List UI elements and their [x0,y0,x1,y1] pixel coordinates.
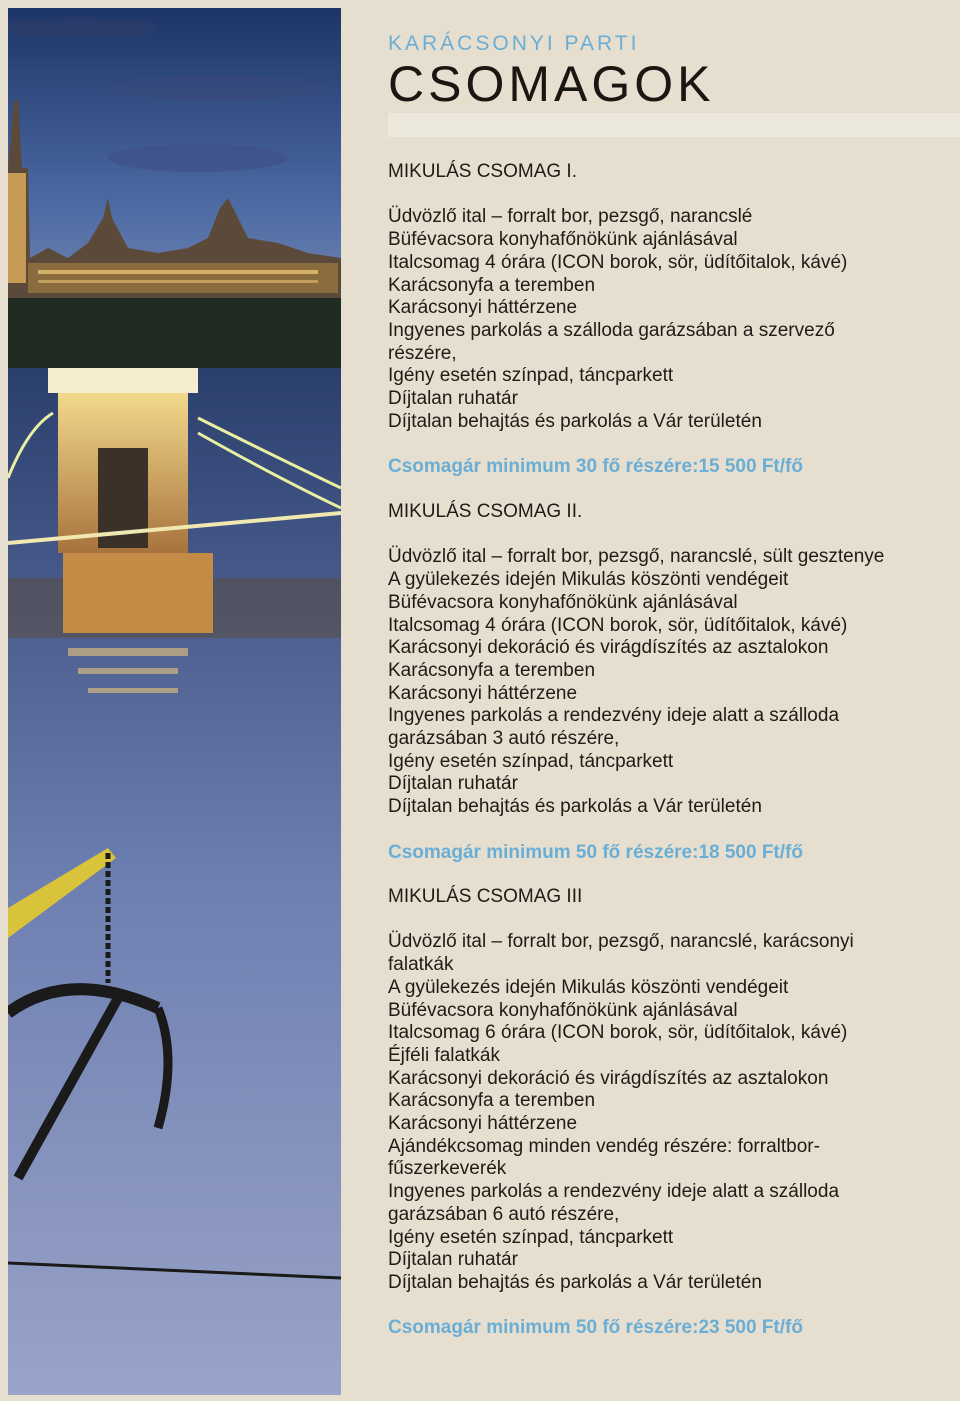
list-item: Italcsomag 6 órára (ICON borok, sör, üdítőitalok, kávé) [388,1022,848,1044]
package-items [388,931,948,1294]
package-3 [388,886,948,1340]
list-item: Ingyenes parkolás a rendezvény ideje alatt a szálloda [388,1181,840,1203]
title-divider-bar [388,113,960,137]
list-item: Karácsonyi háttérzene [388,297,578,319]
list-item: Éjféli falatkák [388,1044,500,1066]
package-price: Csomagár minimum 50 fő részére:18 500 Ft/fő [388,841,803,863]
list-item: Üdvözlő ital – forralt bor, pezsgő, narancslé [388,206,753,228]
list-item: Büfévacsora konyhafőnökünk ajánlásával [388,591,738,613]
page-pre-title: KARÁCSONYI PARTI [388,32,640,55]
list-item: Büfévacsora konyhafőnökünk ajánlásával [388,999,738,1021]
list-item: Karácsonyi háttérzene [388,1113,578,1135]
package-items [388,546,948,818]
list-item: Ingyenes parkolás a rendezvény ideje alatt a szálloda [388,705,840,727]
list-item: Karácsonyi dekoráció és virágdíszítés az asztalokon [388,637,829,659]
list-item: Ajándékcsomag minden vendég részére: forraltbor- [388,1135,820,1157]
list-item: Üdvözlő ital – forralt bor, pezsgő, narancslé, sült gesztenye [388,546,885,568]
list-item: A gyülekezés idején Mikulás köszönti vendégeit [388,976,789,998]
package-title: MIKULÁS CSOMAG I. [388,161,577,182]
package-items [388,206,948,433]
list-item: részére, [388,342,457,364]
list-item: Igény esetén színpad, táncparkett [388,750,674,772]
list-item: Díjtalan ruhatár [388,1249,518,1271]
package-2 [388,501,948,864]
list-item: Italcsomag 4 órára (ICON borok, sör, üdítőitalok, kávé) [388,614,848,636]
list-item: garázsában 3 autó részére, [388,728,620,750]
list-item: Karácsonyi háttérzene [388,682,578,704]
package-title: MIKULÁS CSOMAG II. [388,501,583,522]
list-item: falatkák [388,954,454,976]
list-item: Díjtalan behajtás és parkolás a Vár területén [388,410,762,432]
trees [8,298,341,368]
list-item: Ingyenes parkolás a szálloda garázsában a szervező [388,319,835,341]
list-item: Üdvözlő ital – forralt bor, pezsgő, narancslé, karácsonyi [388,931,854,953]
list-item: Díjtalan behajtás és parkolás a Vár területén [388,1271,762,1293]
list-item: A gyülekezés idején Mikulás köszönti vendégeit [388,569,789,591]
header [388,30,948,112]
budapest-chain-bridge-photo [8,8,341,1395]
list-item: Karácsonyfa a teremben [388,274,596,296]
package-title: MIKULÁS CSOMAG III [388,886,583,907]
list-item: Karácsonyfa a teremben [388,659,596,681]
list-item: Karácsonyi dekoráció és virágdíszítés az asztalokon [388,1067,829,1089]
list-item: Igény esetén színpad, táncparkett [388,365,674,387]
list-item: Karácsonyfa a teremben [388,1090,596,1112]
list-item: fűszerkeverék [388,1158,507,1180]
package-1 [388,161,948,479]
list-item: Díjtalan behajtás és parkolás a Vár területén [388,796,762,818]
list-item: Igény esetén színpad, táncparkett [388,1226,674,1248]
list-item: garázsában 6 autó részére, [388,1203,620,1225]
package-price: Csomagár minimum 50 fő részére:23 500 Ft/fő [388,1317,803,1339]
list-item: Büfévacsora konyhafőnökünk ajánlásával [388,229,738,251]
list-item: Díjtalan ruhatár [388,388,518,410]
package-price: Csomagár minimum 30 fő részére:15 500 Ft/fő [388,456,803,478]
list-item: Italcsomag 4 órára (ICON borok, sör, üdítőitalok, kávé) [388,251,848,273]
list-item: Díjtalan ruhatár [388,773,518,795]
page-title: CSOMAGOK [388,56,715,112]
photo-illustration [8,8,341,1395]
